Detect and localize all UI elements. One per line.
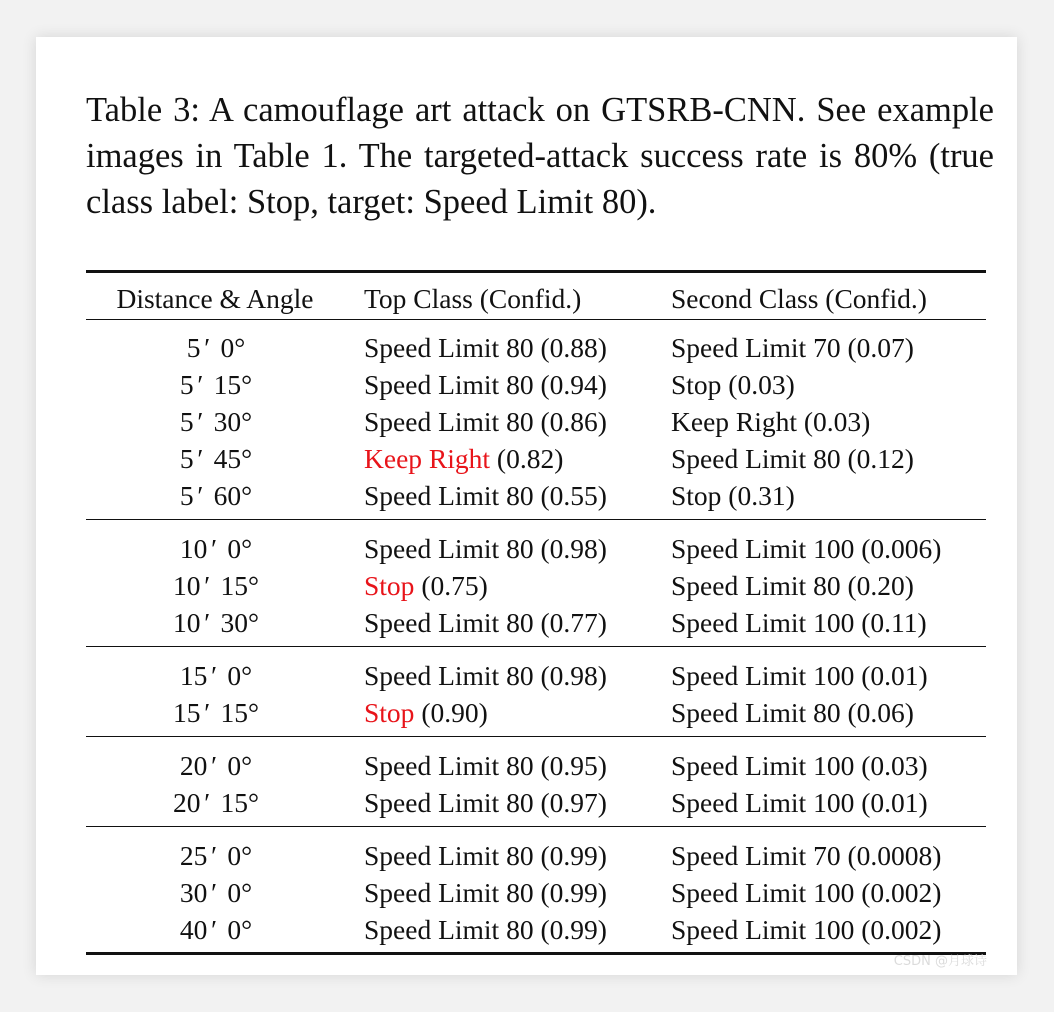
distance-angle-cell [86,403,346,440]
table-top-rule [86,270,986,273]
distance-angle-cell [86,530,346,567]
top-class-label: Speed Limit 80 [364,533,534,564]
top-class-confidence: (0.55) [533,480,607,511]
distance-angle-cell [86,874,346,911]
top-class-confidence: (0.95) [533,750,607,781]
top-class-label: Speed Limit 80 [364,660,534,691]
distance-angle-cell [86,694,346,731]
top-class-cell [364,747,607,784]
second-class-cell: Speed Limit 100 (0.002) [671,914,942,945]
distance-angle-cell [86,747,346,784]
table-row [86,874,986,911]
table-row [86,694,986,731]
second-class-cell: Speed Limit 100 (0.002) [671,877,942,908]
angle-value: 0° [227,660,253,691]
top-class-label: Speed Limit 80 [364,877,534,908]
group-separator-rule [86,519,986,520]
top-class-confidence: (0.99) [533,840,607,871]
distance-value: 20 [172,787,201,818]
top-class-confidence: (0.97) [533,787,607,818]
top-class-label: Speed Limit 80 [364,332,534,363]
distance-value: 10 [179,533,208,564]
prime-mark: ′ [202,570,209,601]
prime-mark: ′ [209,660,216,691]
top-class-label: Speed Limit 80 [364,750,534,781]
second-class-cell: Stop (0.31) [671,480,795,511]
table-row [86,837,986,874]
top-class-cell [364,784,607,821]
top-class-confidence: (0.77) [533,607,607,638]
top-class-cell [364,874,607,911]
top-class-confidence: (0.99) [533,877,607,908]
angle-value: 0° [227,533,253,564]
table-caption: Table 3: A camouflage art attack on GTSRB-CNN. See example images in Table 1. The targeted-attack success rate is 80% (true class label: Stop, target: Speed Limit 80). [86,91,994,221]
top-class-cell [364,530,607,567]
distance-angle-cell [86,784,346,821]
paper-page [36,37,1017,975]
distance-value: 15 [172,697,201,728]
second-class-cell: Speed Limit 100 (0.11) [671,607,927,638]
top-class-cell [364,837,607,874]
group-separator-rule [86,736,986,737]
second-class-cell: Speed Limit 100 (0.03) [671,750,928,781]
top-class-confidence: (0.90) [414,697,488,728]
distance-angle-cell [86,657,346,694]
distance-angle-cell [86,329,346,366]
top-class-cell [364,604,607,641]
second-class-cell: Speed Limit 70 (0.0008) [671,840,942,871]
angle-value: 15° [220,787,259,818]
distance-angle-cell [86,477,346,514]
table-header-rule [86,319,986,320]
top-class-label: Speed Limit 80 [364,480,534,511]
table-row [86,403,986,440]
top-class-confidence: (0.75) [414,570,488,601]
prime-mark: ′ [195,480,202,511]
prime-mark: ′ [195,443,202,474]
top-class-label: Speed Limit 80 [364,840,534,871]
angle-value: 45° [213,443,253,474]
second-class-cell: Speed Limit 100 (0.01) [671,787,928,818]
top-class-confidence: (0.88) [533,332,607,363]
second-class-cell: Stop (0.03) [671,369,795,400]
table-bottom-rule [86,952,986,955]
table-row [86,784,986,821]
prime-mark: ′ [202,332,209,363]
top-class-confidence: (0.94) [533,369,607,400]
distance-value: 30 [179,877,208,908]
top-class-label: Speed Limit 80 [364,914,534,945]
prime-mark: ′ [209,877,216,908]
angle-value: 60° [213,480,253,511]
distance-angle-cell [86,911,346,948]
table-row [86,329,986,366]
distance-angle-cell [86,366,346,403]
prime-mark: ′ [202,607,209,638]
prime-mark: ′ [195,369,202,400]
header-top-class: Top Class (Confid.) [364,283,582,314]
table-row [86,911,986,948]
prime-mark: ′ [202,787,209,818]
distance-value: 5 [179,480,194,511]
angle-value: 0° [227,914,253,945]
header-distance-angle: Distance & Angle [116,283,314,314]
top-class-label: Speed Limit 80 [364,406,534,437]
top-class-cell [364,694,488,731]
second-class-cell: Speed Limit 100 (0.01) [671,660,928,691]
distance-value: 10 [172,570,201,601]
angle-value: 30° [213,406,253,437]
table-row [86,747,986,784]
top-class-label: Stop [364,697,415,728]
prime-mark: ′ [209,914,216,945]
header-second-class: Second Class (Confid.) [671,283,927,314]
angle-value: 0° [227,840,253,871]
top-class-cell [364,911,607,948]
angle-value: 30° [220,607,259,638]
distance-value: 20 [179,750,208,781]
angle-value: 15° [213,369,253,400]
distance-value: 15 [179,660,208,691]
distance-value: 10 [172,607,201,638]
distance-angle-cell [86,440,346,477]
angle-value: 0° [220,332,246,363]
distance-value: 5 [179,406,194,437]
prime-mark: ′ [209,840,216,871]
top-class-label: Keep Right [364,443,491,474]
table-row [86,366,986,403]
distance-value: 25 [179,840,208,871]
distance-angle-cell [86,837,346,874]
top-class-cell [364,366,607,403]
table-row [86,477,986,514]
second-class-cell: Speed Limit 100 (0.006) [671,533,942,564]
table-row [86,440,986,477]
second-class-cell: Speed Limit 80 (0.20) [671,570,914,601]
angle-value: 0° [227,750,253,781]
table-header-row [86,280,986,317]
second-class-cell: Speed Limit 80 (0.06) [671,697,914,728]
top-class-cell [364,567,488,604]
table-row [86,604,986,641]
top-class-label: Speed Limit 80 [364,607,534,638]
top-class-confidence: (0.86) [533,406,607,437]
top-class-label: Speed Limit 80 [364,787,534,818]
second-class-cell: Speed Limit 70 (0.07) [671,332,914,363]
top-class-cell [364,440,563,477]
angle-value: 15° [220,570,259,601]
top-class-confidence: (0.99) [533,914,607,945]
top-class-label: Stop [364,570,415,601]
distance-angle-cell [86,567,346,604]
second-class-cell: Speed Limit 80 (0.12) [671,443,914,474]
top-class-cell [364,329,607,366]
prime-mark: ′ [202,697,209,728]
distance-angle-cell [86,604,346,641]
table-row [86,657,986,694]
distance-value: 40 [179,914,208,945]
table-row [86,567,986,604]
top-class-confidence: (0.98) [533,533,607,564]
angle-value: 15° [220,697,259,728]
top-class-cell [364,657,607,694]
group-separator-rule [86,826,986,827]
top-class-label: Speed Limit 80 [364,369,534,400]
prime-mark: ′ [209,533,216,564]
distance-value: 5 [186,332,201,363]
angle-value: 0° [227,877,253,908]
watermark: CSDN @月球诗 [893,954,987,969]
distance-value: 5 [179,443,194,474]
top-class-cell [364,403,607,440]
prime-mark: ′ [195,406,202,437]
second-class-cell: Keep Right (0.03) [671,406,871,437]
table-row [86,530,986,567]
group-separator-rule [86,646,986,647]
distance-value: 5 [179,369,194,400]
top-class-confidence: (0.82) [490,443,564,474]
top-class-confidence: (0.98) [533,660,607,691]
top-class-cell [364,477,607,514]
prime-mark: ′ [209,750,216,781]
